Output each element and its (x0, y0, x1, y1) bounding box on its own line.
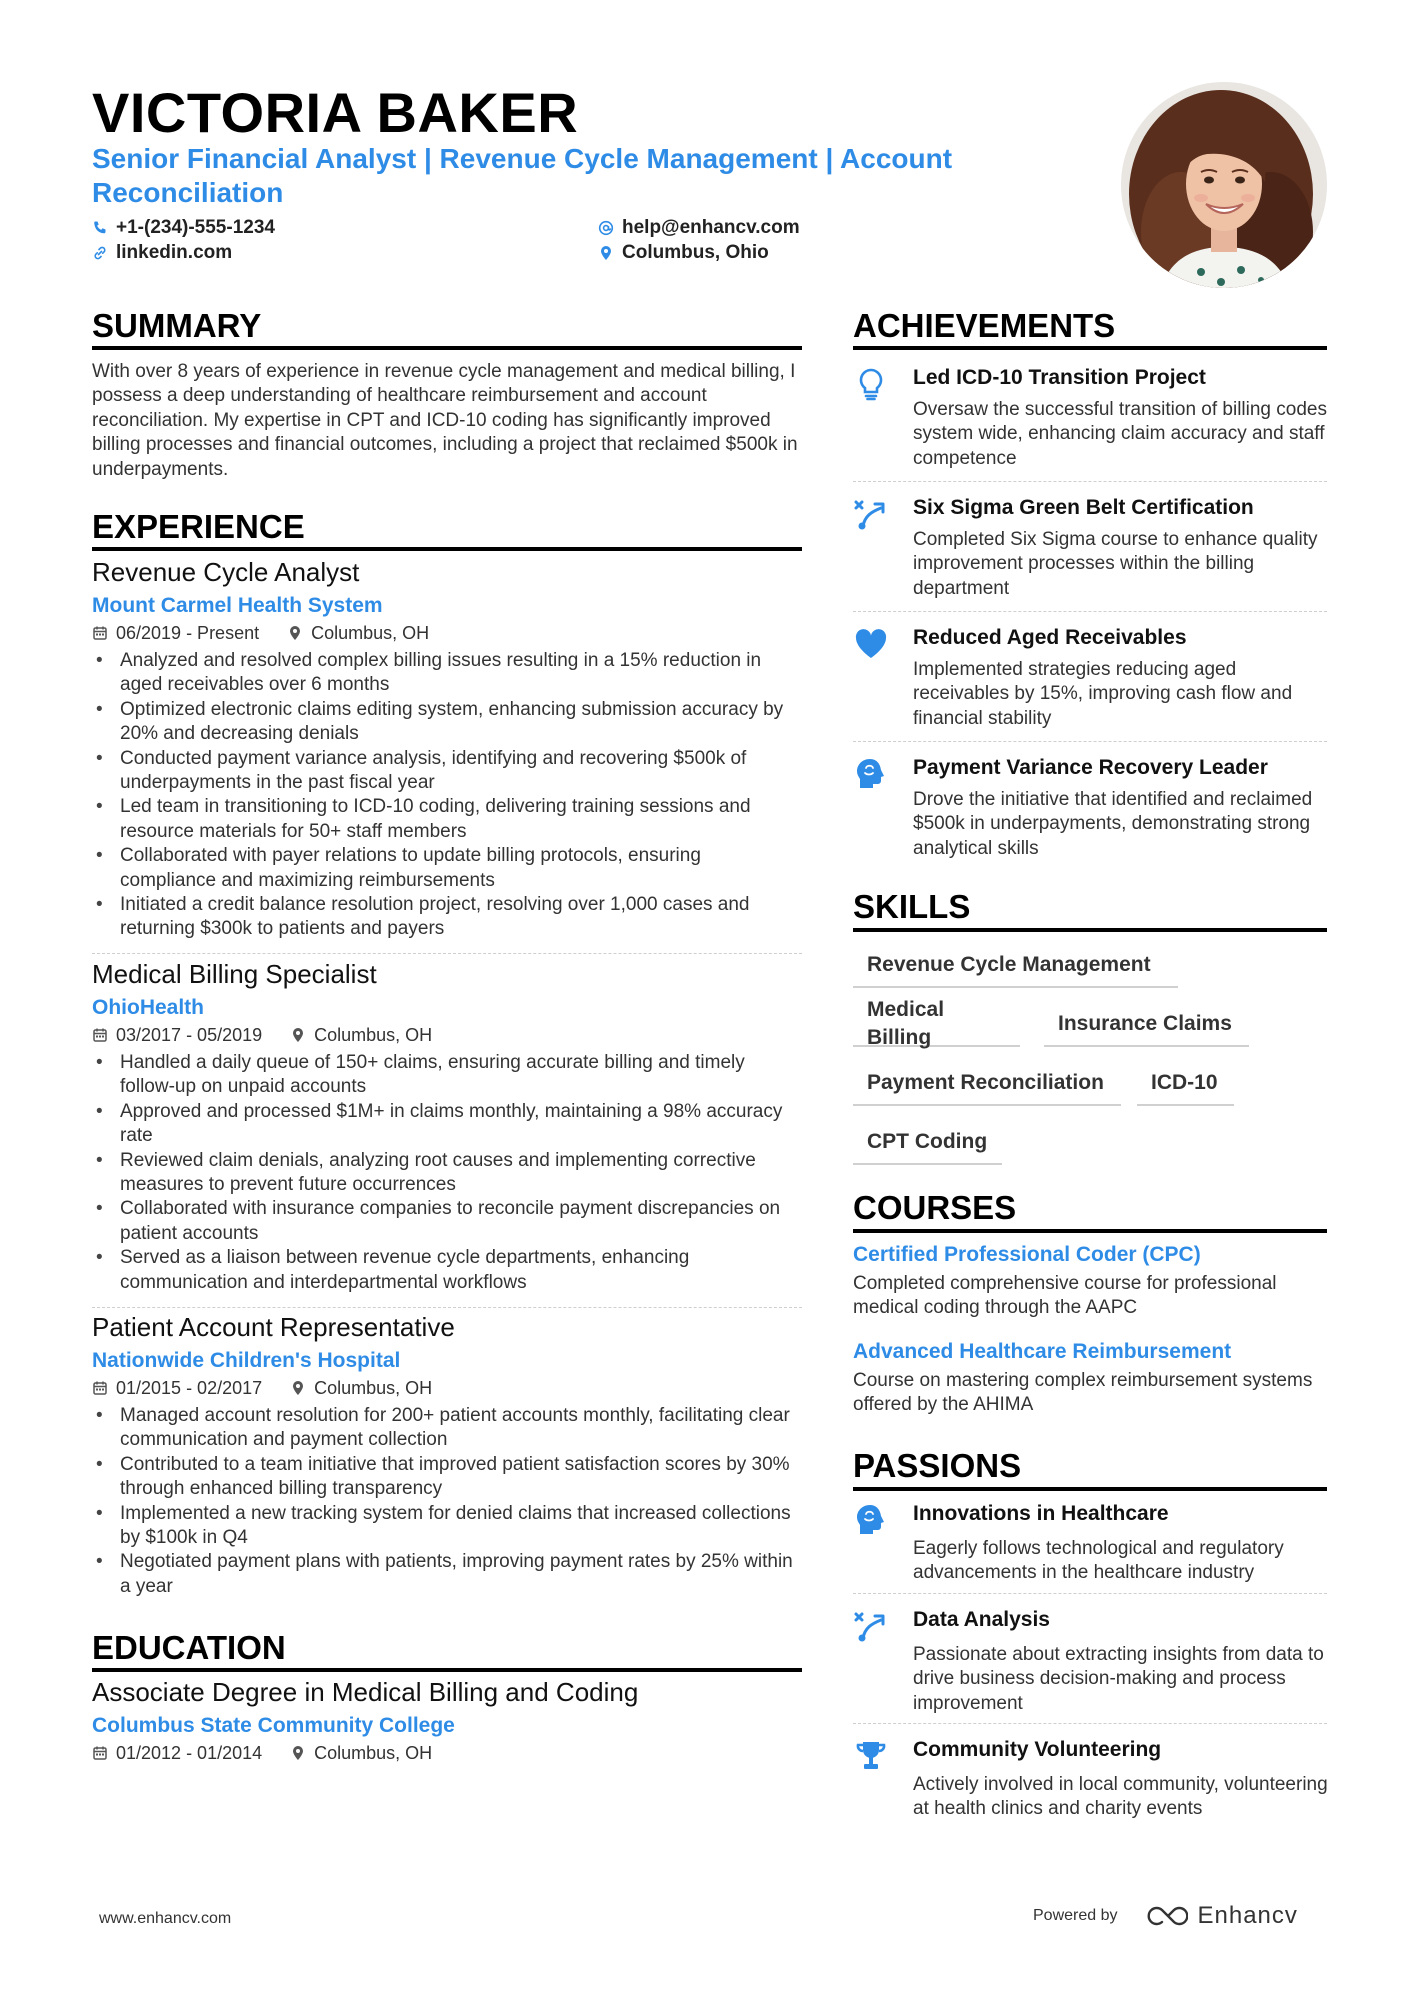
candidate-name: VICTORIA BAKER (92, 81, 579, 144)
experience-heading: EXPERIENCE (92, 508, 305, 545)
email-address[interactable]: help@enhancv.com (622, 217, 800, 238)
passion-title: Data Analysis (913, 1608, 1050, 1631)
passion-title: Community Volunteering (913, 1738, 1162, 1761)
brand-logo[interactable] (1144, 1902, 1298, 1930)
experience-rule (92, 547, 802, 551)
school-name: Columbus State Community College (92, 1714, 455, 1737)
job-title: Revenue Cycle Analyst (92, 557, 360, 587)
skill-tag: Insurance Claims (1044, 1003, 1249, 1047)
job-meta (92, 1376, 802, 1400)
calendar-icon (92, 1745, 108, 1761)
skill-tag: Medical Billing (853, 1003, 1020, 1047)
lightbulb-icon (853, 366, 889, 402)
bullet-item: • Analyzed and resolved complex billing issues resulting in a 15% reduction in aged receivables over 6 months (92, 649, 802, 698)
passions-rule (853, 1487, 1327, 1491)
courses-rule (853, 1229, 1327, 1233)
bullet-item: • Collaborated with payer relations to update billing protocols, ensuring compliance and maximizing reimbursements (92, 844, 802, 893)
summary-rule (92, 346, 802, 350)
company-name: OhioHealth (92, 996, 205, 1019)
achievement-divider (853, 611, 1327, 612)
summary-text: With over 8 years of experience in revenue cycle management and medical billing, I possess a deep understanding of healthcare reimbursement and account reconciliation. My expertise in CPT and ICD-10 coding has significantly improved billing processes and financial outcomes, including a project that reclaimed $500k in underpayments. (92, 361, 798, 480)
achievements-rule (853, 346, 1327, 350)
skill-tag: CPT Coding (853, 1121, 1002, 1165)
summary-heading: SUMMARY (92, 307, 262, 344)
passion-desc: Passionate about extracting insights from data to drive business decision-making and process improvement (913, 1644, 1324, 1714)
trophy-icon (853, 1738, 889, 1774)
brain-head-icon (853, 1502, 889, 1538)
at-icon (598, 220, 614, 236)
linkedin-contact[interactable] (92, 240, 232, 266)
phone-number: +1-(234)-555-1234 (116, 217, 275, 238)
education-rule (92, 1668, 802, 1672)
skills-heading: SKILLS (853, 888, 971, 925)
phone-icon (92, 220, 108, 236)
bullet-item: • Served as a liaison between revenue cycle departments, enhancing communication and interdepartmental workflows (92, 1246, 802, 1295)
powered-by-label: Powered by (1033, 1907, 1118, 1924)
achievement-divider (853, 741, 1327, 742)
courses-heading: COURSES (853, 1189, 1017, 1226)
phone-contact (92, 215, 275, 241)
passion-item (853, 1606, 1327, 1716)
course-desc: Completed comprehensive course for professional medical coding through the AAPC (853, 1273, 1277, 1319)
skills-rule (853, 928, 1327, 932)
job-dates: 03/2017 - 05/2019 (116, 1024, 263, 1045)
bullet-item: • Reviewed claim denials, analyzing root causes and implementing corrective measures to prevent future occurrences (92, 1149, 802, 1198)
passion-divider (853, 1723, 1327, 1724)
education-heading: EDUCATION (92, 1629, 286, 1666)
education-dates: 01/2012 - 01/2014 (116, 1742, 263, 1763)
achievement-item (853, 364, 1327, 474)
job-entry (92, 556, 802, 942)
passion-divider (853, 1593, 1327, 1594)
location-pin-icon (287, 625, 303, 641)
passion-item (853, 1500, 1327, 1590)
achievement-item (853, 754, 1327, 864)
location-pin-icon (598, 245, 614, 261)
job-entry (92, 1311, 802, 1599)
achievement-title: Reduced Aged Receivables (913, 626, 1187, 649)
passion-item (853, 1736, 1327, 1846)
location-text: Columbus, Ohio (622, 242, 769, 263)
bullet-item: • Collaborated with insurance companies to reconcile payment discrepancies on patient accounts (92, 1197, 802, 1246)
job-meta (92, 1023, 802, 1047)
job-divider (92, 1307, 802, 1308)
company-name: Mount Carmel Health System (92, 594, 383, 617)
bullet-item: • Conducted payment variance analysis, identifying and recovering $500k of underpayments in the past fiscal year (92, 747, 802, 796)
job-meta (92, 621, 802, 645)
achievement-title: Payment Variance Recovery Leader (913, 756, 1268, 779)
linkedin-link[interactable]: linkedin.com (116, 242, 233, 263)
company-name: Nationwide Children's Hospital (92, 1349, 401, 1372)
achievement-item (853, 494, 1327, 604)
brain-head-icon (853, 756, 889, 792)
bullet-item: • Negotiated payment plans with patients, improving payment rates by 25% within a year (92, 1550, 802, 1599)
education-entry (92, 1676, 802, 1765)
location-pin-icon (290, 1745, 306, 1761)
course-title: Advanced Healthcare Reimbursement (853, 1340, 1232, 1363)
bullet-item: • Managed account resolution for 200+ patient accounts monthly, facilitating clear communication and payment collection (92, 1404, 802, 1453)
brand-name: Enhancv (1197, 1902, 1298, 1929)
achievement-title: Led ICD-10 Transition Project (913, 366, 1206, 389)
bullet-item: • Contributed to a team initiative that improved patient satisfaction scores by 30% through enhanced billing transparency (92, 1453, 802, 1502)
course-item (853, 1241, 1327, 1321)
job-divider (92, 953, 802, 954)
job-location: Columbus, OH (314, 1377, 433, 1398)
course-title: Certified Professional Coder (CPC) (853, 1243, 1201, 1266)
footer-branding (1033, 1902, 1298, 1930)
bullet-item: • Approved and processed $1M+ in claims monthly, maintaining a 98% accuracy rate (92, 1100, 802, 1149)
job-bullets (92, 649, 802, 942)
achievements-heading: ACHIEVEMENTS (853, 307, 1116, 344)
achievement-desc: Drove the initiative that identified and reclaimed $500k in underpayments, demonstrating strong analytical skills (913, 789, 1313, 859)
bullet-item: • Led team in transitioning to ICD-10 coding, delivering training sessions and resource materials for 50+ staff members (92, 795, 802, 844)
skill-tag: Payment Reconciliation (853, 1062, 1121, 1106)
course-item (853, 1338, 1327, 1418)
job-title: Medical Billing Specialist (92, 959, 377, 989)
job-location: Columbus, OH (311, 622, 430, 643)
passion-title: Innovations in Healthcare (913, 1502, 1169, 1525)
achievement-title: Six Sigma Green Belt Certification (913, 496, 1254, 519)
bullet-item: • Optimized electronic claims editing system, enhancing submission accuracy by 20% and decreasing denials (92, 698, 802, 747)
degree-title: Associate Degree in Medical Billing and Coding (92, 1677, 639, 1707)
portrait-illustration (1121, 82, 1327, 288)
passion-desc: Eagerly follows technological and regulatory advancements in the healthcare industry (913, 1538, 1284, 1584)
strategy-icon (853, 496, 889, 532)
skill-tag: ICD-10 (1137, 1062, 1234, 1106)
bullet-item: • Initiated a credit balance resolution project, resolving over 1,000 cases and returning $300k to patients and payers (92, 893, 802, 942)
achievement-desc: Implemented strategies reducing aged receivables by 15%, improving cash flow and financial stability (913, 659, 1293, 729)
link-icon (92, 245, 108, 261)
bullet-item: • Handled a daily queue of 150+ claims, ensuring accurate billing and timely follow-up on unpaid accounts (92, 1051, 802, 1100)
passion-desc: Actively involved in local community, volunteering at health clinics and charity events (913, 1774, 1328, 1820)
job-entry (92, 958, 802, 1295)
strategy-icon (853, 1608, 889, 1644)
job-bullets (92, 1051, 802, 1295)
achievement-divider (853, 481, 1327, 482)
job-title: Patient Account Representative (92, 1312, 455, 1342)
location-pin-icon (290, 1380, 306, 1396)
job-dates: 06/2019 - Present (116, 622, 260, 643)
footer-website[interactable]: www.enhancv.com (99, 1910, 232, 1927)
heart-icon (853, 626, 889, 662)
profile-photo (1121, 82, 1327, 288)
achievement-item (853, 624, 1327, 734)
achievement-desc: Completed Six Sigma course to enhance quality improvement processes within the billing department (913, 529, 1318, 599)
achievement-desc: Oversaw the successful transition of billing codes system wide, enhancing claim accuracy and staff competence (913, 399, 1327, 469)
job-dates: 01/2015 - 02/2017 (116, 1377, 263, 1398)
calendar-icon (92, 625, 108, 641)
email-contact[interactable] (598, 215, 800, 241)
headline: Senior Financial Analyst | Revenue Cycle Management | Account Reconciliation (92, 143, 953, 208)
skill-tag: Revenue Cycle Management (853, 944, 1178, 988)
enhancv-logo-icon (1144, 1904, 1188, 1928)
job-bullets (92, 1404, 802, 1599)
location-pin-icon (290, 1027, 306, 1043)
education-meta (92, 1741, 802, 1765)
location-contact (598, 240, 769, 266)
calendar-icon (92, 1027, 108, 1043)
job-location: Columbus, OH (314, 1024, 433, 1045)
passions-heading: PASSIONS (853, 1447, 1022, 1484)
course-desc: Course on mastering complex reimbursement systems offered by the AHIMA (853, 1370, 1313, 1416)
calendar-icon (92, 1380, 108, 1396)
bullet-item: • Implemented a new tracking system for denied claims that increased collections by $100k in Q4 (92, 1502, 802, 1551)
education-location: Columbus, OH (314, 1742, 433, 1763)
